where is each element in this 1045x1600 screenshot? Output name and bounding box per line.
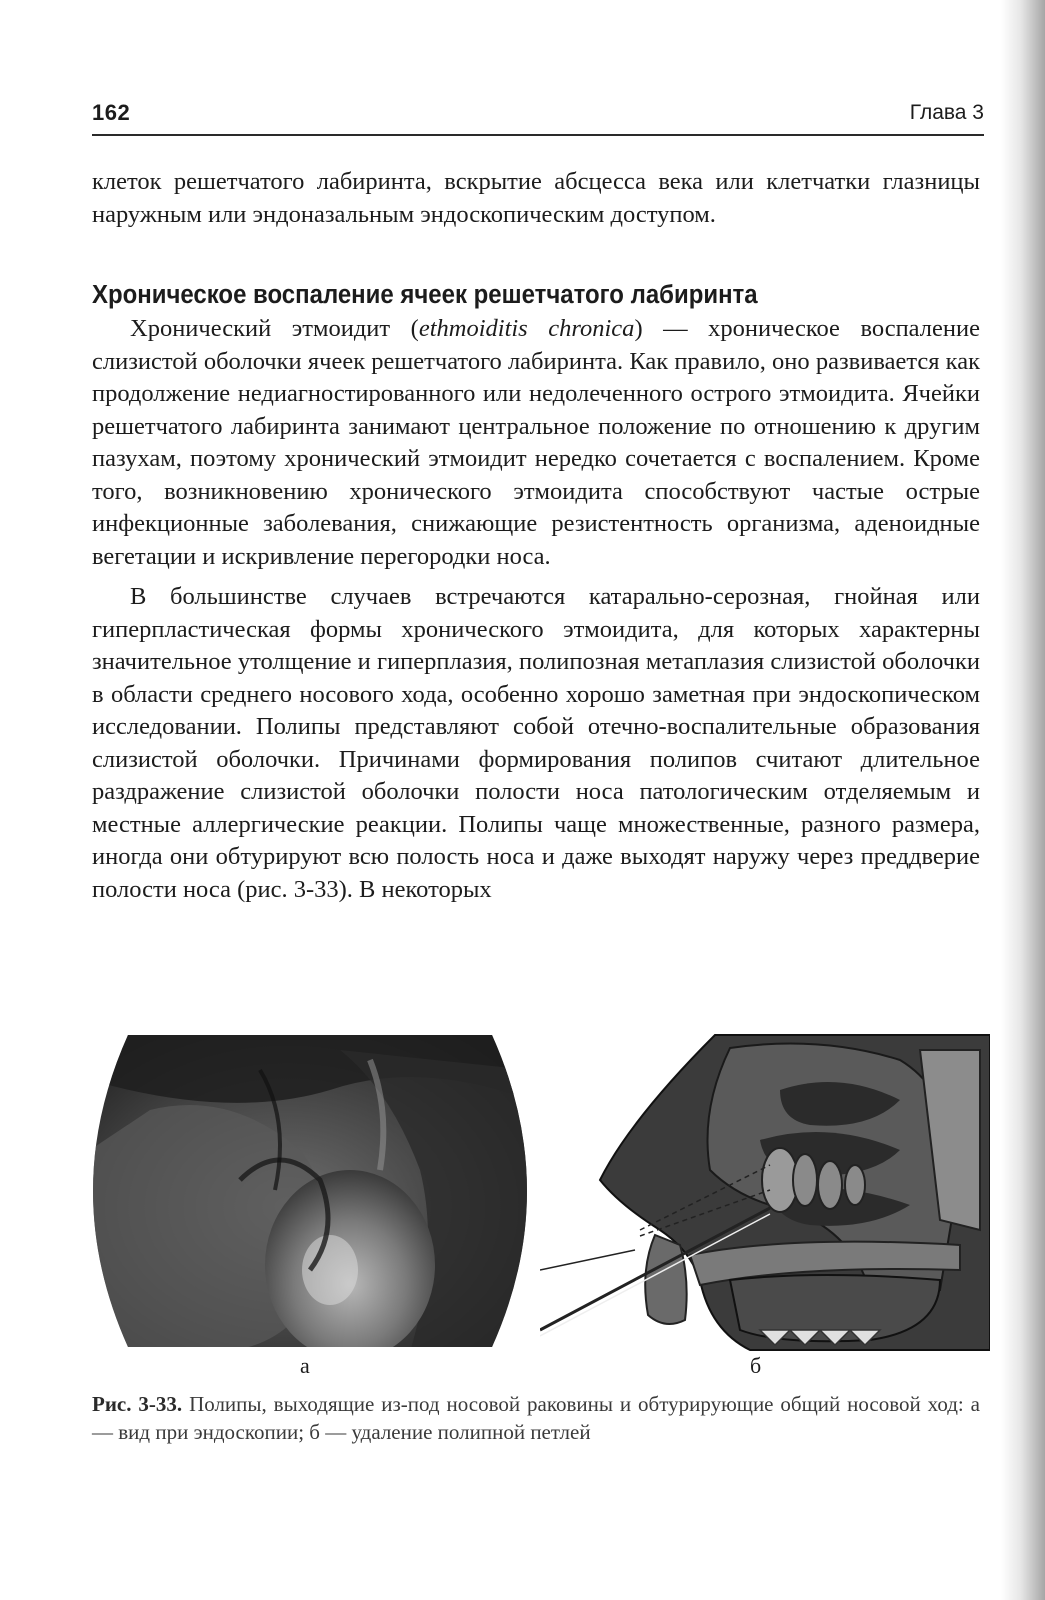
- section-heading: Хроническое воспаление ячеек решетчатого лабиринта: [92, 281, 758, 309]
- figure-number: Рис. 3-33.: [92, 1392, 183, 1416]
- latin-term: ethmoiditis chronica: [418, 315, 635, 342]
- paragraph-polyps: В большинстве случаев встречаются катарально-серозная, гнойная или гиперпластическая формы хронического этмоидита, для которых характерны значительное утолщение и гиперплазия, полипозная метаплазия слизистой оболочки в области среднего носового хода, особенно хорошо заметная при эндоскопическом исследовании. Полипы представляют собой отечно-воспалительные образования слизистой оболочки. Причинами формирования полипов считают длительное раздражение слизистой оболочки полости носа патологическим отделяемым и местные аллергические реакции. Полипы чаще множественные, разного размера, иногда они обтурируют всю полость носа и даже выходят наружу через преддверие полости носа (рис. 3-33). В некоторых: [92, 583, 980, 903]
- panel-label-b: б: [750, 1353, 762, 1378]
- paragraph-chronic-ethmoiditis: [92, 313, 980, 573]
- section-body: [92, 313, 980, 906]
- chapter-label: Глава 3: [909, 101, 984, 124]
- figure-3-33: [90, 1030, 990, 1390]
- endoscopic-photo: [90, 1030, 530, 1352]
- page-number: 162: [92, 100, 131, 125]
- paragraph-1-rest: ) — хроническое воспаление слизистой оболочки ячеек решетчатого лабиринта. Как правило, оно развивается как продолжение недиагностированного или недолеченного острого этмоидита. Ячейки решетчатого лабиринта занимают центральное положение по отношению к другим пазухам, поэтому хронический этмоидит нередко сочетается с воспалением. Кроме того, возникновению хронического этмоидита способствуют частые острые инфекционные заболевания, снижающие резистентность организма, аденоидные вегетации и искривление перегородки носа.: [92, 315, 980, 570]
- panel-label-a: а: [300, 1353, 310, 1378]
- page-edge-shadow: [1001, 0, 1045, 1600]
- running-header: [92, 100, 984, 136]
- paragraph-1-lead: Хронический этмоидит (: [130, 315, 419, 342]
- continued-paragraph: [92, 166, 980, 231]
- continued-paragraph-text: клеток решетчатого лабиринта, вскрытие абсцесса века или клетчатки глазницы наружным или эндоназальным эндоскопическим доступом.: [92, 168, 980, 228]
- caption-text: Полипы, выходящие из-под носовой раковины и обтурирующие общий носовой ход: а — вид при эндоскопии; б — удаление полипной петлей: [92, 1392, 980, 1444]
- figure-caption: [92, 1390, 980, 1446]
- nasal-cavity-illustration: [540, 1030, 990, 1360]
